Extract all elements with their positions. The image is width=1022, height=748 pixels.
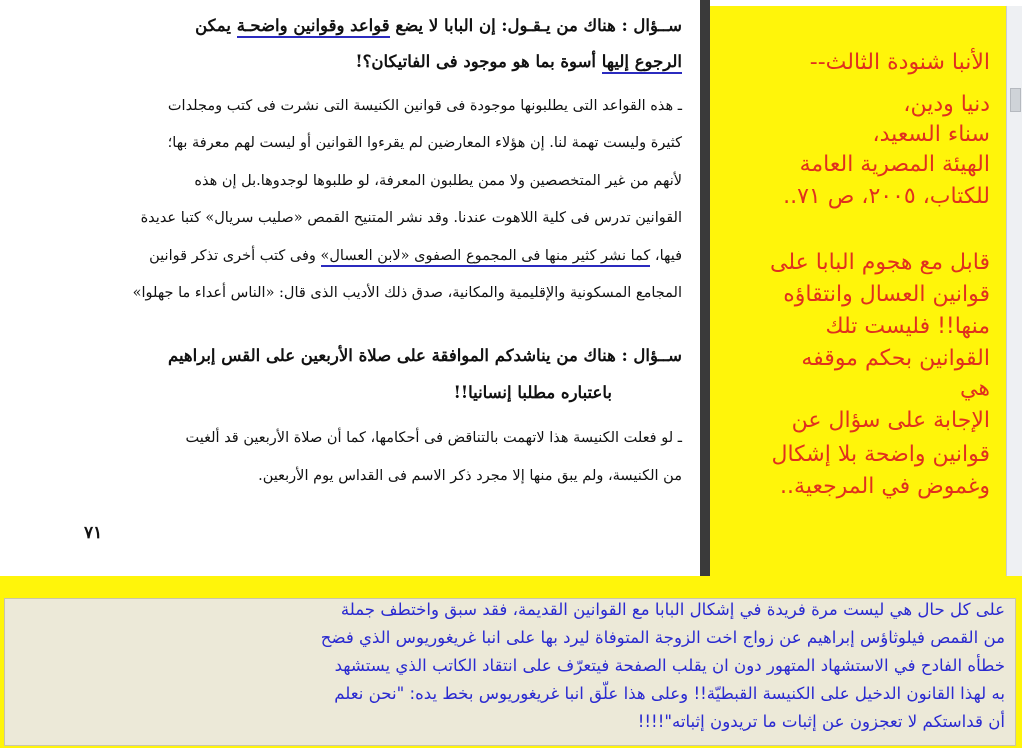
comment-line: من القمص فيلوثاؤس إبراهيم عن زواج اخت الزوجة المتوفاة ليرد بها على انبا غريغوريوس الذي فضح bbox=[320, 628, 1005, 647]
citation-line: للكتاب، ٢٠٠٥، ص ٧١.. bbox=[783, 184, 990, 209]
question-1-line-2: الرجوع إليها أسوة بما هو موجود فى الفاتيكان؟! bbox=[355, 52, 682, 71]
underlined-phrase: الرجوع إليها bbox=[602, 52, 682, 74]
answer-1-line: ـ هذه القواعد التى يطلبونها موجودة فى قوانين الكنيسة التى نشرت فى كتب ومجلدات bbox=[167, 98, 682, 114]
underlined-phrase: قواعد وقوانين واضحـة bbox=[237, 16, 390, 38]
comment-line: به لهذا القانون الدخيل على الكنيسة القبطيّة!! وعلى هذا علّق انبا غريغوريوس بخط يده: "نحن نعلم bbox=[334, 684, 1005, 703]
citation-line: سناء السعيد، bbox=[872, 122, 990, 147]
citation-line: دنيا ودين، bbox=[903, 92, 990, 117]
annotation-panel bbox=[710, 6, 1006, 576]
question-2-line-2: باعتباره مطلبا إنسانيا!! bbox=[453, 383, 612, 402]
scrollbar[interactable] bbox=[1006, 6, 1022, 576]
answer-1-line: لأنهم من غير المتخصصين ولا ممن يطلبون المعرفة، لو طلبوها لوجدوها.بل إن هذه bbox=[194, 173, 682, 189]
comment-line: منها!! فليست تلك bbox=[825, 314, 990, 339]
comment-line: القوانين بحكم موقفه bbox=[801, 346, 990, 371]
underlined-phrase: كما نشر كثير منها فى المجموع الصفوى «لابن العسال» bbox=[321, 248, 651, 267]
comment-line: أن قداستكم لا تعجزون عن إثبات ما تريدون إثباته"!!!! bbox=[637, 712, 1005, 731]
answer-1-line: القوانين تدرس فى كلية اللاهوت عندنا. وقد نشر المتنيح القمص «صليب سريال» كتبا عديدة bbox=[140, 210, 682, 226]
answer-1-line-5: فيها، كما نشر كثير منها فى المجموع الصفوى «لابن العسال» وفى كتب أخرى تذكر قوانين bbox=[149, 248, 682, 264]
comment-line: خطأه الفادح في الاستشهاد المتهور دون ان يقلب الصفحة فيتعرّف على انتقاد الكاتب الذي يستشهد bbox=[334, 656, 1005, 675]
citation-line: الهيئة المصرية العامة bbox=[799, 152, 990, 177]
answer-2-line: ـ لو فعلت الكنيسة هذا لاتهمت بالتناقض فى أحكامها، كما أن صلاة الأربعين قد ألغيت bbox=[185, 430, 682, 446]
answer-1-line: المجامع المسكونية والإقليمية والمكانية، صدق ذلك الأديب الذى قال: «الناس أعداء ما جهلوا» bbox=[132, 285, 682, 301]
question-2-line-1: ســؤال : هناك من يناشدكم الموافقة على صلاة الأربعين على القس إبراهيم bbox=[167, 346, 682, 365]
comment-line: هي bbox=[960, 376, 990, 401]
panel-divider bbox=[700, 0, 710, 576]
scrollbar-thumb[interactable] bbox=[1010, 88, 1021, 112]
bottom-comment-panel bbox=[0, 576, 1022, 748]
comment-line: قابل مع هجوم البابا على bbox=[770, 250, 990, 275]
bottom-comment-box bbox=[4, 598, 1016, 746]
page-number: ٧١ bbox=[84, 523, 103, 543]
citation-line: الأنبا شنودة الثالث-- bbox=[809, 50, 990, 75]
comment-line: قوانين واضحة بلا إشكال bbox=[771, 442, 990, 467]
comment-line: قوانين العسال وانتقاؤه bbox=[783, 282, 990, 307]
answer-2-line: من الكنيسة، ولم يبق منها إلا مجرد ذكر الاسم فى القداس يوم الأربعين. bbox=[258, 468, 682, 484]
comment-line: على كل حال هي ليست مرة فريدة في إشكال البابا مع القوانين القديمة، فقد سبق واختطف جملة bbox=[340, 600, 1005, 619]
comment-line: الإجابة على سؤال عن bbox=[791, 408, 990, 433]
question-1-line-1: ســؤال : هناك من يـقـول: إن البابا لا يضع قواعد وقوانين واضحـة يمكن bbox=[195, 16, 682, 35]
answer-1-line: كثيرة وليست تهمة لنا. إن هؤلاء المعارضين لم يقرءوا القوانين أو ليست لهم معرفة بها؛ bbox=[167, 135, 682, 151]
comment-line: وغموض في المرجعية.. bbox=[780, 474, 990, 499]
